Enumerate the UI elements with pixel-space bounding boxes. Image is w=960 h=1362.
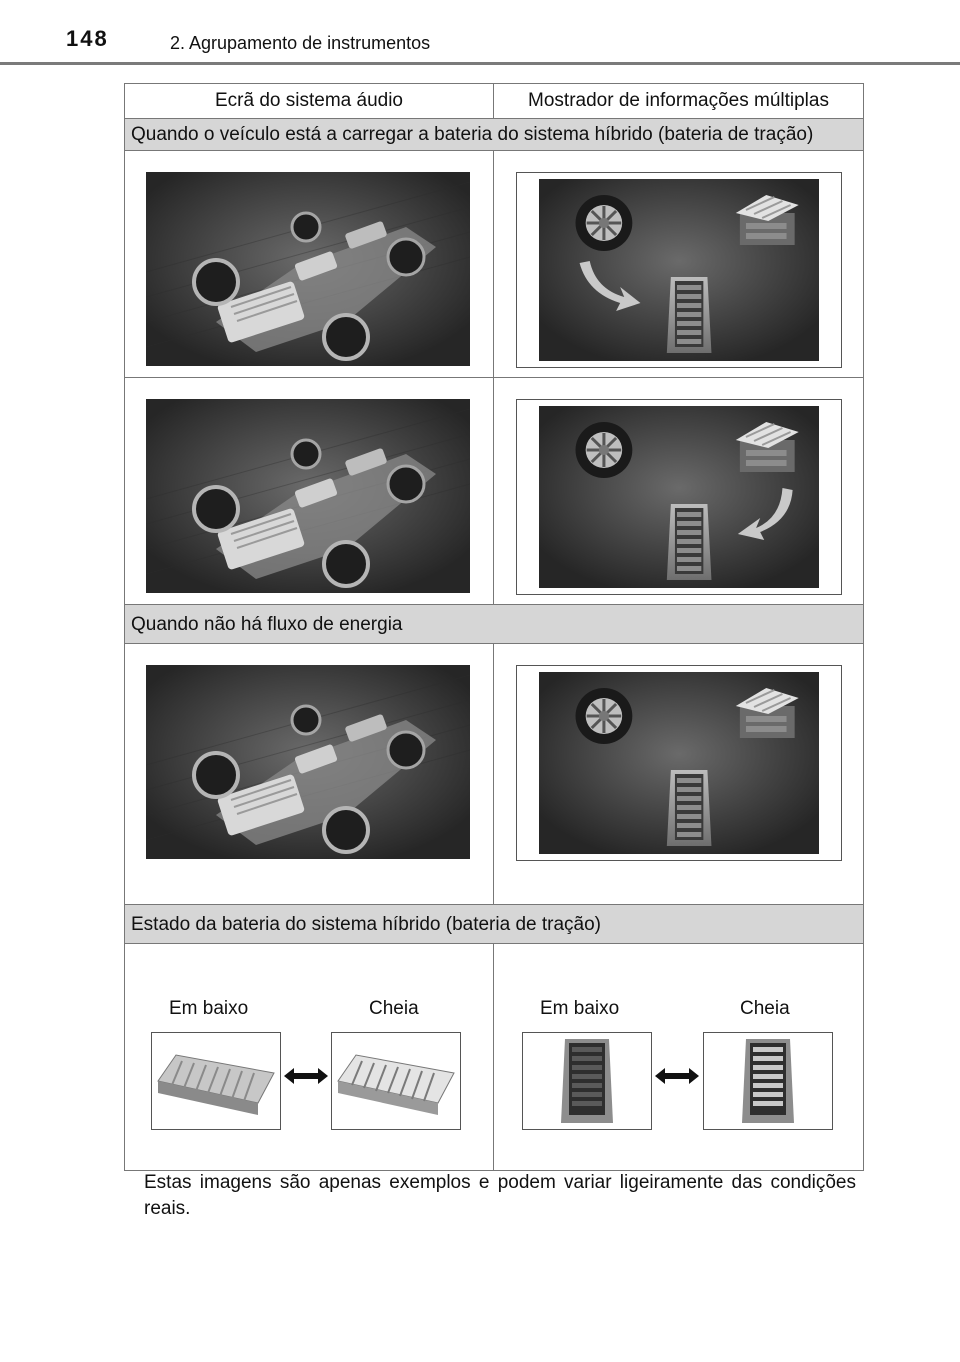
battery-state-row xyxy=(125,944,864,1171)
mid-screen-frame xyxy=(516,665,842,861)
section-title: 2. Agrupamento de instrumentos xyxy=(170,33,431,53)
mid-screen-frame xyxy=(516,172,842,368)
table-header-row xyxy=(125,84,864,119)
band-battery-state: Estado da bateria do sistema híbrido (bateria de tração) xyxy=(125,905,864,944)
col-header-mid: Mostrador de informações múltiplas xyxy=(494,84,864,119)
label-low-audio: Em baixo xyxy=(169,998,249,1019)
band-charging: Quando o veículo está a carregar a bateria do sistema híbrido (bateria de tração) xyxy=(125,119,864,151)
image-row-2 xyxy=(125,378,864,605)
audio-screen-cell xyxy=(125,378,494,605)
audio-screen-image xyxy=(146,665,470,859)
band-row-no-flow xyxy=(125,605,864,644)
audio-screen-image xyxy=(146,172,470,366)
battery-icon xyxy=(667,770,712,846)
band-no-flow: Quando não há fluxo de energia xyxy=(125,605,864,644)
double-arrow-icon xyxy=(282,1066,330,1086)
tire-icon xyxy=(576,422,633,478)
audio-screen-cell xyxy=(125,151,494,378)
double-arrow-icon xyxy=(653,1066,701,1086)
image-row-1 xyxy=(125,151,864,378)
tire-icon xyxy=(576,688,633,744)
header-rule xyxy=(0,62,960,65)
battery-low-mid-image xyxy=(522,1032,652,1130)
audio-battery-cell xyxy=(125,944,494,1171)
footnote: Estas imagens são apenas exemplos e podem variar ligeiramente das condições reais. xyxy=(144,1172,856,1219)
battery-icon xyxy=(667,277,712,353)
mid-screen-image xyxy=(539,179,819,361)
label-low-mid: Em baixo xyxy=(540,998,620,1019)
col-header-audio: Ecrã do sistema áudio xyxy=(125,84,494,119)
mid-screen-cell xyxy=(494,378,864,605)
mid-screen-frame xyxy=(516,399,842,595)
audio-screen-image xyxy=(146,399,470,593)
battery-full-mid-image xyxy=(703,1032,833,1130)
mid-battery-cell xyxy=(494,944,864,1171)
band-row-battery-state xyxy=(125,905,864,944)
mid-screen-cell xyxy=(494,151,864,378)
mid-screen-image xyxy=(539,406,819,588)
mid-screen-image xyxy=(539,672,819,854)
label-full-mid: Cheia xyxy=(740,998,790,1019)
label-full-audio: Cheia xyxy=(369,998,419,1019)
image-row-3 xyxy=(125,644,864,905)
battery-full-audio-image xyxy=(331,1032,461,1130)
audio-screen-cell xyxy=(125,644,494,905)
battery-low-audio-image xyxy=(151,1032,281,1130)
page-header xyxy=(0,0,960,64)
battery-icon xyxy=(667,504,712,580)
tire-icon xyxy=(576,195,633,251)
band-row-charging xyxy=(125,119,864,151)
page-number: 148 xyxy=(66,26,109,51)
mid-screen-cell xyxy=(494,644,864,905)
energy-monitor-table xyxy=(124,83,864,1171)
